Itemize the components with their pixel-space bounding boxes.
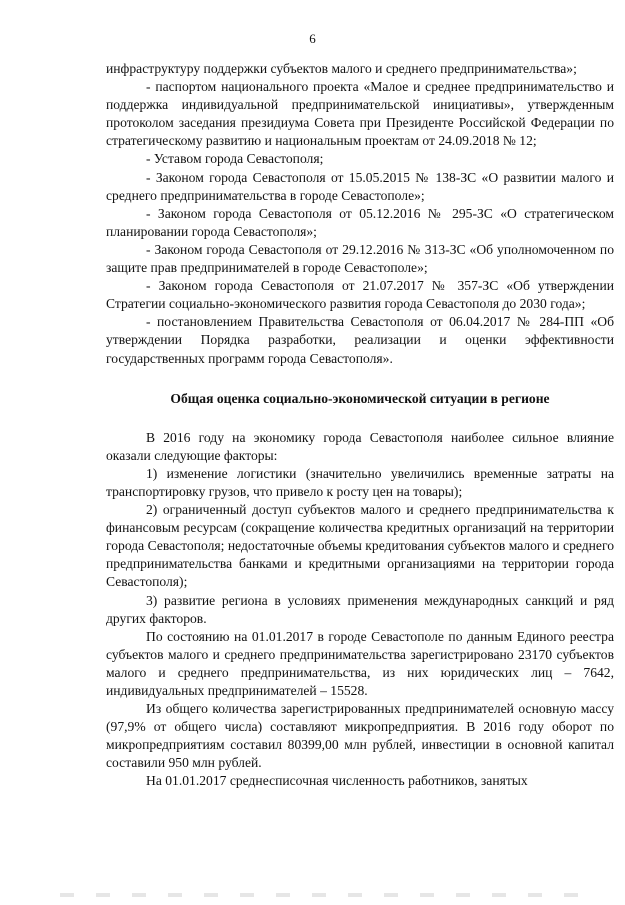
paragraph: - Уставом города Севастополя; [146, 151, 324, 167]
paragraph: В 2016 году на экономику города Севастополя наиболее сильное влияние оказали следующие факторы: [106, 429, 614, 463]
paragraphs-bottom [106, 429, 614, 791]
paragraphs-top [106, 60, 614, 368]
paragraph: Из общего количества зарегистрированных предпринимателей основную массу (97,9% от общего числа) составляют микропредприятия. В 2016 году оборот по микропредприятиям составил 80399,00 млн рублей, инвестиции в основной капитал составили 950 млн рублей. [106, 701, 614, 771]
paragraph: 3) развитие региона в условиях применения международных санкций и ряд других факторов. [106, 592, 614, 626]
paragraph: - Законом города Севастополя от 29.12.2016 № 313-ЗС «Об уполномоченном по защите прав предпринимателей в городе Севастополе»; [106, 241, 614, 276]
paragraph: По состоянию на 01.01.2017 в городе Севастополе по данным Единого реестра субъектов малого и среднего предпринимательства зарегистрировано 23170 субъектов малого и среднего предпринимательства, из них юридических лиц – 7642, индивидуальных предпринимателей – 15528. [106, 628, 614, 698]
page-number: 6 [309, 31, 316, 46]
paragraph: - паспортом национального проекта «Малое и среднее предпринимательство и поддержка индивидуальной предпринимательской инициативы», утвержденным протоколом заседания президиума Совета при Президенте Российской Федерации по стратегическому развитию и национальным проектам от 24.09.2018 № 12; [106, 79, 614, 149]
paragraph: инфраструктуру поддержки субъектов малого и среднего предпринимательства»; [106, 61, 577, 76]
document-body [106, 60, 614, 791]
paragraph: 2) ограниченный доступ субъектов малого и среднего предпринимательства к финансовым ресурсам (сокращение количества кредитных организаций на территории города Севастополя; недостаточные объемы кредитования субъектов малого и среднего предпринимательства банками и кредитными организациями на территории города Севастополя); [106, 502, 614, 590]
paragraph: 1) изменение логистики (значительно увеличились временные затраты на транспортировку грузов, что привело к росту цен на товары); [106, 465, 614, 499]
paragraph: - Законом города Севастополя от 21.07.2017 № 357-ЗС «Об утверждении Стратегии социально-экономического развития города Севастополя до 2030 года»; [106, 278, 614, 312]
scan-artifact [60, 893, 580, 897]
paragraph: - Законом города Севастополя от 05.12.2016 № 295-ЗС «О стратегическом планировании города Севастополя»; [106, 205, 614, 239]
section-heading: Общая оценка социально-экономической ситуации в регионе [170, 390, 550, 406]
paragraph: - постановлением Правительства Севастополя от 06.04.2017 № 284-ПП «Об утверждении Порядка разработки, реализации и оценки эффективности государственных программ города Севастополя». [106, 314, 614, 366]
paragraph: - Законом города Севастополя от 15.05.2015 № 138-ЗС «О развитии малого и среднего предпринимательства в городе Севастополе»; [106, 169, 614, 203]
paragraph: На 01.01.2017 среднесписочная численность работников, занятых [146, 773, 528, 789]
